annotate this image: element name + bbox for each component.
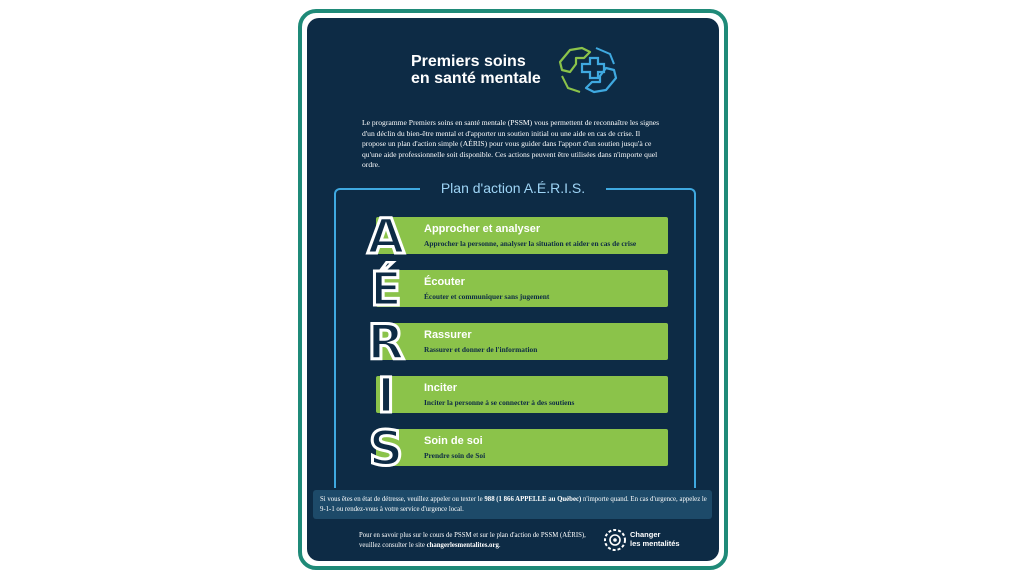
letter-i-outline (361, 370, 411, 416)
svg-text:I: I (377, 370, 395, 416)
title-line-1: Premiers soins (411, 53, 526, 70)
step-title: Approcher et analyser (424, 223, 541, 235)
footer-text: Pour en savoir plus sur le cours de PSSM et sur le plan d'action de PSSM (AÉRIS), veuillez consulter le site changerlesmentalites.org. (359, 532, 586, 549)
svg-text:R: R (367, 317, 405, 363)
step-title: Soin de soi (424, 435, 483, 447)
plan-title: Plan d'action A.É.R.I.S. (440, 180, 586, 196)
step-description: Inciter la personne à se connecter à des soutiens (424, 398, 575, 407)
letter-a-outline (361, 211, 411, 257)
brand-line-2: les mentalités (630, 538, 680, 548)
intro-paragraph: Le programme Premiers soins en santé mentale (PSSM) vous permettent de reconnaître les signes d'un déclin du bien-être mental et d'apporter un soutien initial ou une aide en cas de crise. Il propose un plan d'action simple (AÉRIS) pour vous guider dans l'apport d'un soutien jusqu'à ce qu'une aide professionnelle soit disponible. Ces actions peuvent être utilisées dans n'importe quel ordre. (362, 118, 660, 170)
page-title (411, 53, 541, 87)
brand-line-1: Changer (630, 530, 661, 539)
step-description: Écouter et communiquer sans jugement (424, 292, 550, 301)
crisis-notice (313, 490, 712, 519)
step-title: Écouter (424, 276, 465, 288)
svg-text:S: S (368, 423, 404, 469)
step-title: Inciter (424, 382, 458, 394)
letter-s-outline (361, 423, 411, 469)
svg-text:É: É (370, 262, 402, 307)
step-description: Rassurer et donner de l'information (424, 345, 538, 354)
step-row-rassurer (376, 323, 668, 360)
step-row-inciter (376, 376, 668, 413)
hands-cross-icon (556, 42, 620, 98)
crisis-notice-text: Si vous êtes en état de détresse, veuillez appeler ou texter le 988 (1 866 APPELLE au Québec) n'importe quand. En cas d'urgence, appelez le 9-1-1 ou rendez-vous à votre service d'urgence local. (320, 496, 707, 513)
brand-circle-icon (603, 528, 627, 552)
website-link[interactable]: changerlesmentalites.org (426, 541, 499, 549)
step-description: Prendre soin de Soi (424, 451, 486, 460)
step-title: Rassurer (424, 329, 472, 341)
step-row-ecouter (376, 270, 668, 307)
letter-r-outline (361, 317, 411, 363)
changer-les-mentalites-logo (603, 528, 703, 554)
title-line-2: en santé mentale (411, 70, 541, 87)
svg-text:A: A (367, 211, 405, 257)
step-row-approcher (376, 217, 668, 254)
step-description: Approcher la personne, analyser la situation et aider en cas de crise (424, 239, 637, 248)
letter-e-outline (361, 261, 411, 307)
crisis-number: 988 (1 866 APPELLE au Québec) (484, 496, 582, 503)
step-row-soin-de-soi (376, 429, 668, 466)
